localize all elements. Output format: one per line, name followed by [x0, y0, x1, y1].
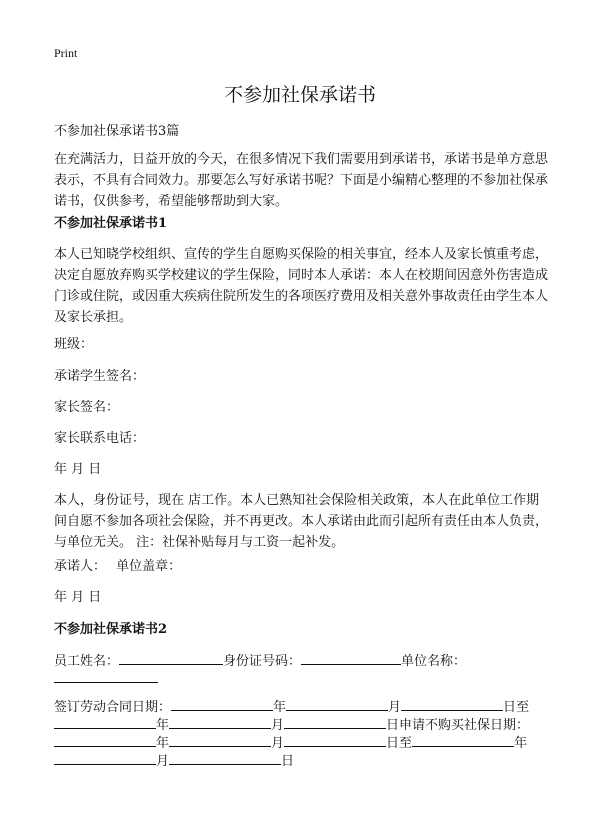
date-line: 年 月 日	[54, 462, 102, 477]
unit-name-label: 单位名称：	[401, 654, 467, 669]
year-text: 年	[156, 736, 170, 751]
month-text: 月	[156, 754, 170, 769]
section1-paragraph2: 本人，身份证号，现在 店工作。本人已熟知社会保险相关政策，本人在此单位工作期间自愿不参加各项社会保险，并不再更改。本人承诺由此而引起所有责任由本人负责，与单位无关。 注：社保补贴每月与工资一起补发。	[54, 493, 549, 550]
parent-sign-label: 家长签名：	[54, 400, 120, 415]
employee-name-blank[interactable]	[119, 650, 223, 665]
contract-start-day-blank[interactable]	[401, 696, 503, 711]
day-text: 日	[386, 736, 400, 751]
page-title: 不参加社保承诺书	[223, 84, 376, 106]
month-text: 月	[271, 718, 285, 733]
contract-start-month-blank[interactable]	[286, 696, 388, 711]
apply-label: 申请不购买社保日期：	[399, 718, 530, 733]
to-text: 至	[399, 736, 413, 751]
section1-paragraph1: 本人已知晓学校组织、宣传的学生自愿购买保险的相关事宜，经本人及家长慎重考虑，决定自愿放弃购买学校建议的学生保险，同时本人承诺：本人在校期间因意外伤害造成门诊或住院，或因重大疾病住院所发生的各项医疗费用及相关意外事故责任由学生本人及家长承担。	[54, 247, 549, 325]
apply-start-day-blank[interactable]	[284, 732, 386, 747]
contract-end-day-blank[interactable]	[284, 714, 386, 729]
unit-name-row	[54, 668, 550, 690]
year-text: 年	[156, 718, 170, 733]
parent-phone-label: 家长联系电话：	[54, 431, 146, 446]
unit-seal-label: 单位盖章：	[116, 559, 182, 574]
apply-start-year-blank[interactable]	[54, 732, 156, 747]
apply-end-day-blank[interactable]	[169, 750, 281, 765]
id-number-label: 身份证号码：	[223, 654, 302, 669]
day-text: 日	[386, 718, 400, 733]
signature-line	[54, 556, 550, 577]
apply-start-month-blank[interactable]	[169, 732, 271, 747]
student-sign-label: 承诺学生签名：	[54, 369, 146, 384]
section1-heading: 不参加社保承诺书1	[54, 216, 168, 231]
month-text: 月	[271, 736, 285, 751]
contract-end-year-blank[interactable]	[54, 714, 156, 729]
apply-end-year-blank[interactable]	[412, 732, 514, 747]
id-number-blank[interactable]	[301, 650, 401, 665]
intro-subtitle: 不参加社保承诺书3篇	[54, 124, 180, 139]
apply-end-row	[54, 750, 550, 772]
class-label: 班级：	[54, 337, 94, 352]
date-line-2: 年 月 日	[54, 590, 102, 605]
promiser-label: 承诺人：	[54, 559, 107, 574]
year-text: 年	[273, 700, 287, 715]
day-text: 日	[503, 700, 517, 715]
intro-paragraph: 在充满活力，日益开放的今天，在很多情况下我们需要用到承诺书，承诺书是单方意思表示，不具有合同效力。那要怎么写好承诺书呢？下面是小编精心整理的不参加社保承诺书，仅供参考，希望能够帮助到大家。	[54, 152, 549, 209]
contract-date-label: 签订劳动合同日期：	[54, 700, 172, 715]
section2-heading: 不参加社保承诺书2	[54, 622, 168, 637]
month-text: 月	[388, 700, 402, 715]
contract-end-month-blank[interactable]	[169, 714, 271, 729]
day-text: 日	[281, 754, 295, 769]
year-text: 年	[514, 736, 528, 751]
apply-end-month-blank[interactable]	[54, 750, 156, 765]
unit-name-blank[interactable]	[54, 668, 158, 683]
contract-start-year-blank[interactable]	[171, 696, 273, 711]
to-text: 至	[516, 700, 530, 715]
print-label: Print	[54, 46, 78, 60]
employee-name-label: 员工姓名：	[54, 654, 120, 669]
